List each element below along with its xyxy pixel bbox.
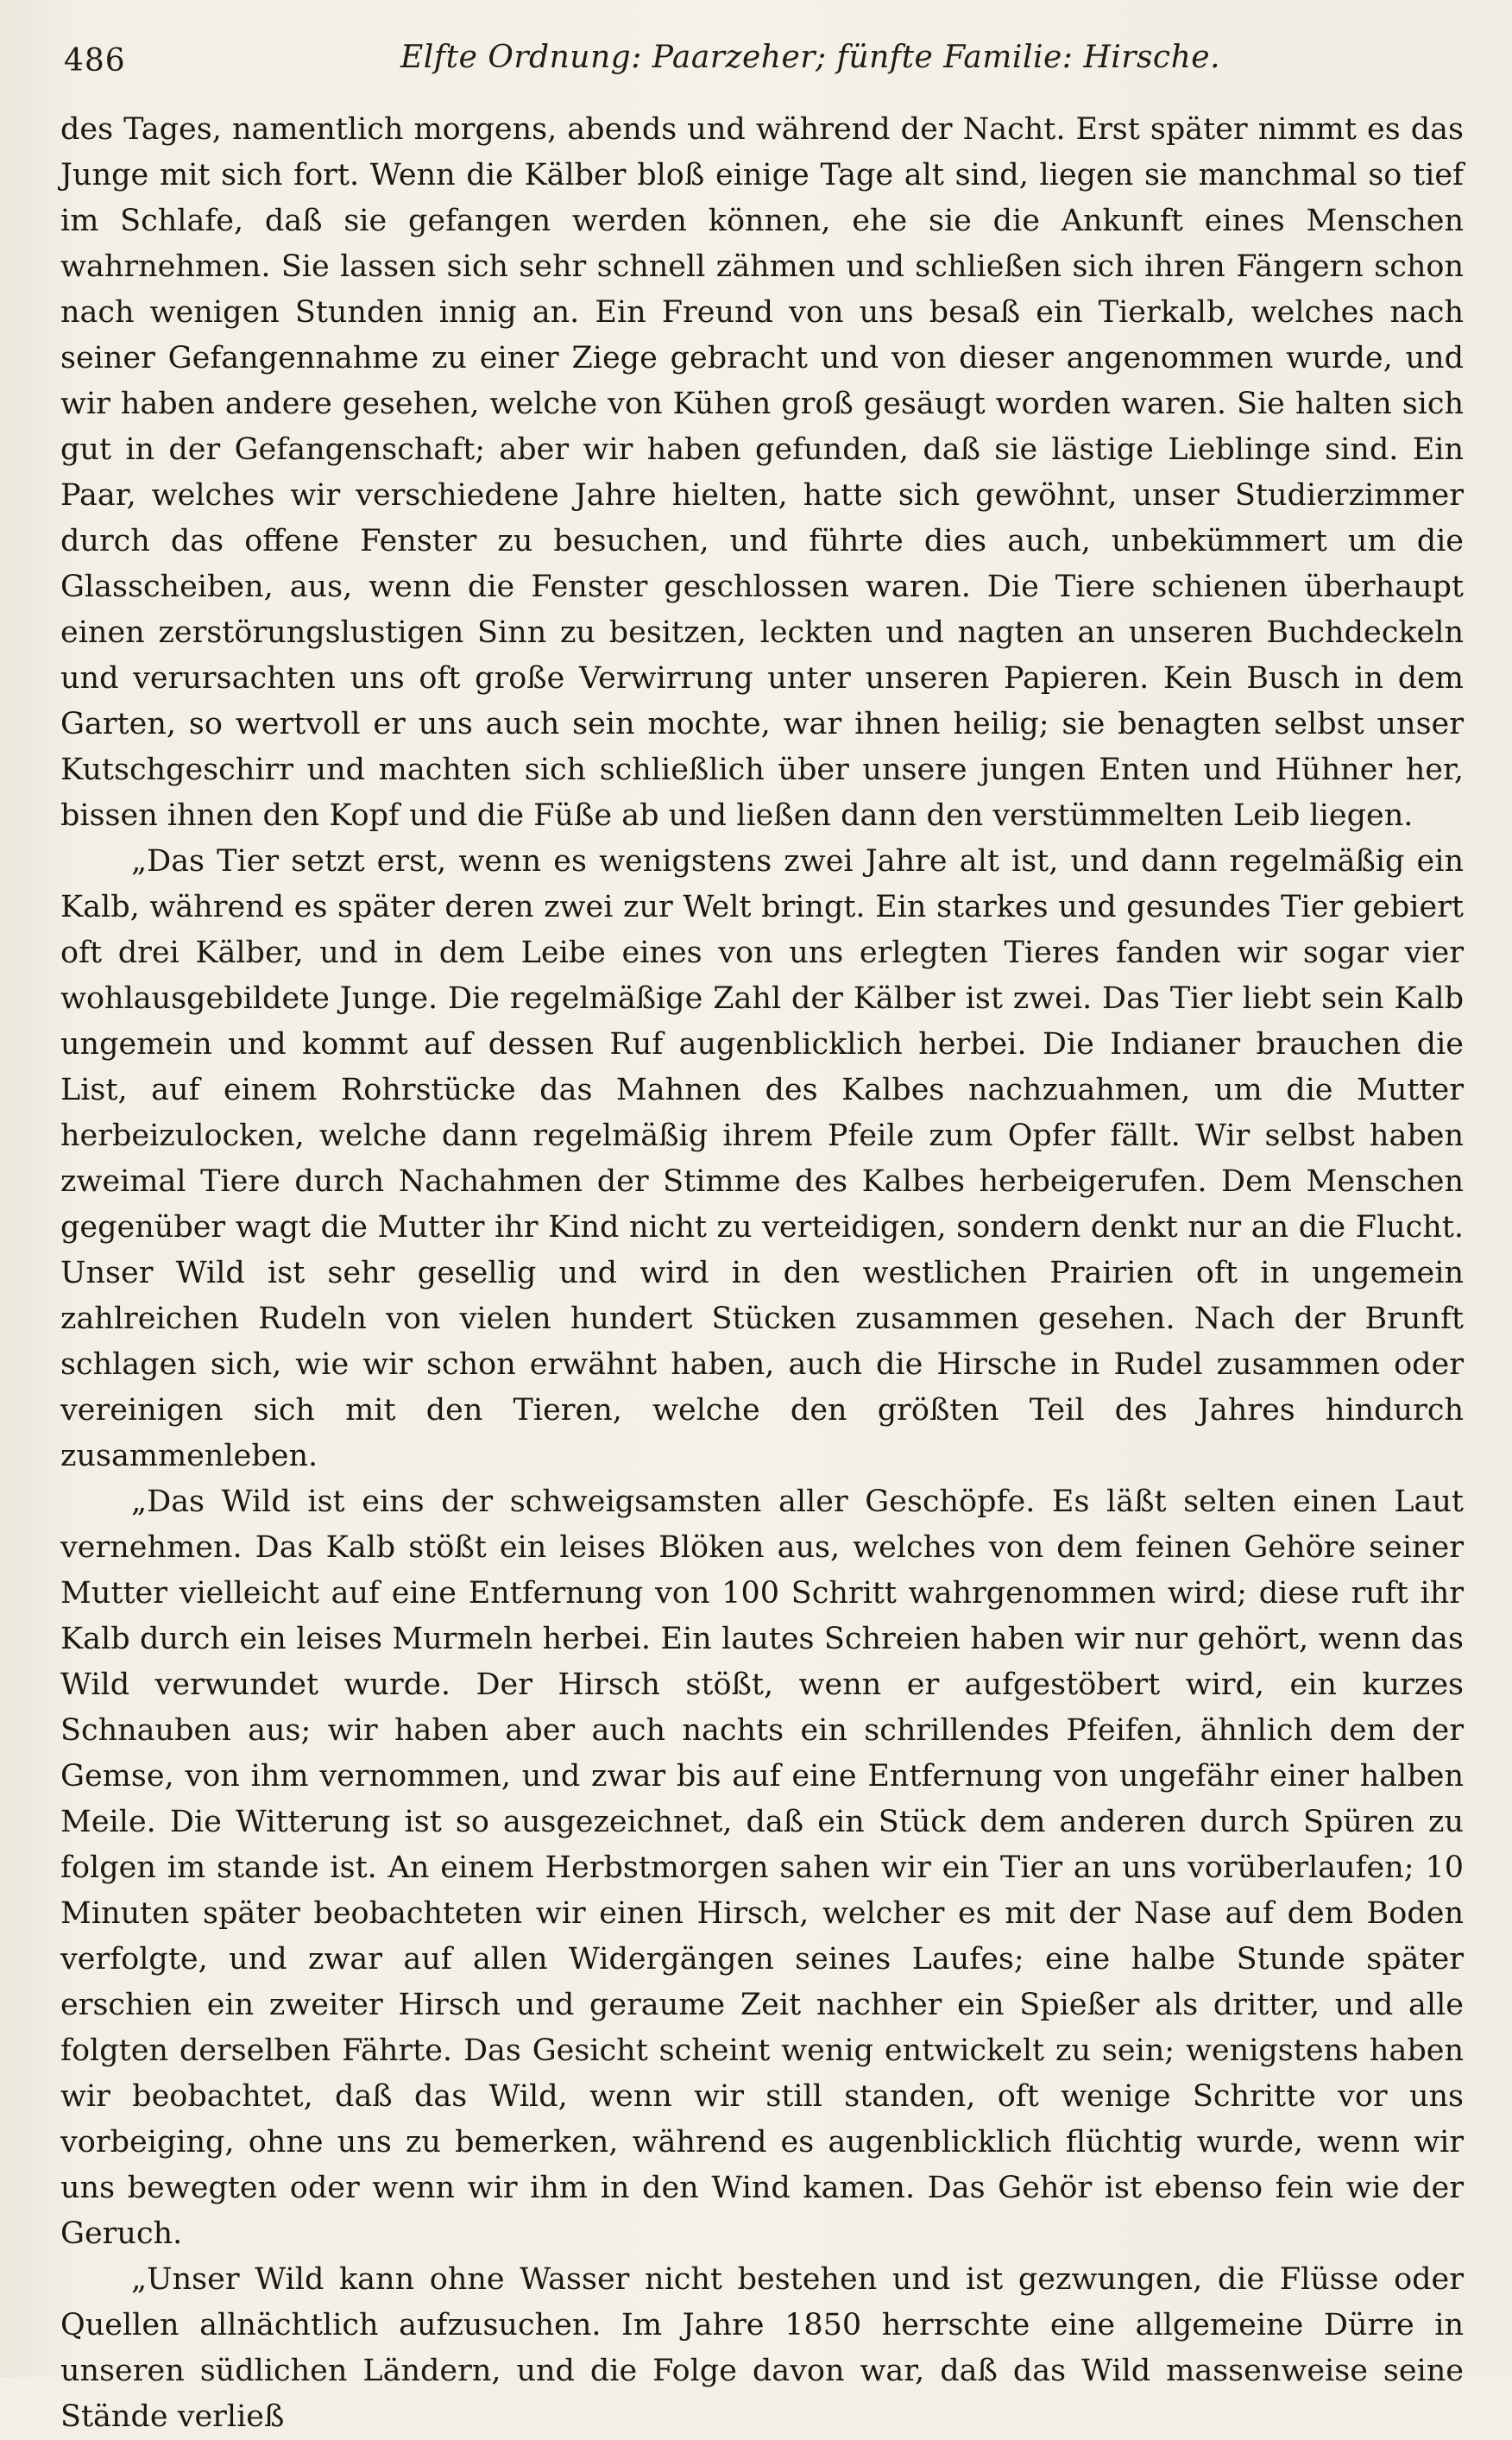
page-header [64,35,1462,95]
paragraph-water: „Unser Wild kann ohne Wasser nicht bestehen und ist gezwungen, die Flüsse oder Quellen allnächtlich aufzusuchen. Im Jahre 1850 herrschte eine allgemeine Dürre in unseren südlichen Ländern, und die Folge davon war, daß das Wild massenweise seine Stände verließ [60,2262,1464,2434]
page-number: 486 [64,43,126,79]
running-head: Elfte Ordnung: Paarzeher; fünfte Familie: Hirsche. [400,40,1221,75]
paragraph-voice-senses: „Das Wild ist eins der schweigsamsten aller Geschöpfe. Es läßt selten einen Laut vernehmen. Das Kalb stößt ein leises Blöken aus, welches von dem feinen Gehöre seiner Mutter vielleicht auf eine Entfernung von 100 Schritt wahrgenommen wird; diese ruft ihr Kalb durch ein leises Murmeln herbei. Ein lautes Schreien haben wir nur gehört, wenn das Wild verwundet wurde. Der Hirsch stößt, wenn er aufgestöbert wird, ein kurzes Schnauben aus; wir haben aber auch nachts ein schrillendes Pfeifen, ähnlich dem der Gemse, von ihm vernommen, und zwar bis auf eine Entfernung von ungefähr einer halben Meile. Die Witterung ist so ausgezeichnet, daß ein Stück dem anderen durch Spüren zu folgen im stande ist. An einem Herbstmorgen sahen wir ein Tier an uns vorüberlaufen; 10 Minuten später beobachteten wir einen Hirsch, welcher es mit der Nase auf dem Boden verfolgte, und zwar auf allen Widergängen seines Laufes; eine halbe Stunde später erschien ein zweiter Hirsch und geraume Zeit nachher ein Spießer als dritter, und alle folgten derselben Fährte. Das Gesicht scheint wenig entwickelt zu sein; wenigstens haben wir beobachtet, daß das Wild, wenn wir still standen, oft wenige Schritte vor uns vorbeiging, ohne uns zu bemerken, während es augenblicklich flüchtig wurde, wenn wir uns bewegten oder wenn wir ihm in den Wind kamen. Das Gehör ist ebenso fein wie der Geruch. [60,1485,1464,2251]
paragraph-reproduction: „Das Tier setzt erst, wenn es wenigstens zwei Jahre alt ist, und dann regelmäßig ein Kalb, während es später deren zwei zur Welt bringt. Ein starkes und gesundes Tier gebiert oft drei Kälber, und in dem Leibe eines von uns erlegten Tieres fanden wir sogar vier wohlausgebildete Junge. Die regelmäßige Zahl der Kälber ist zwei. Das Tier liebt sein Kalb ungemein und kommt auf dessen Ruf augenblicklich herbei. Die Indianer brauchen die List, auf einem Rohrstücke das Mahnen des Kalbes nachzuahmen, um die Mutter herbeizulocken, welche dann regelmäßig ihrem Pfeile zum Opfer fällt. Wir selbst haben zweimal Tiere durch Nachahmen der Stimme des Kalbes herbeigerufen. Dem Menschen gegenüber wagt die Mutter ihr Kind nicht zu verteidigen, sondern denkt nur an die Flucht. Unser Wild ist sehr gesellig und wird in den westlichen Prairien oft in ungemein zahlreichen Rudeln von vielen hundert Stücken zusammen gesehen. Nach der Brunft schlagen sich, wie wir schon erwähnt haben, auch die Hirsche in Rudel zusammen oder vereinigen sich mit den Tieren, welche den größten Teil des Jahres hindurch zusammenleben. [60,844,1464,1473]
paragraph-continuation: des Tages, namentlich morgens, abends und während der Nacht. Erst später nimmt es das Junge mit sich fort. Wenn die Kälber bloß einige Tage alt sind, liegen sie manchmal so tief im Schlafe, daß sie gefangen werden können, ehe sie die Ankunft eines Menschen wahrnehmen. Sie lassen sich sehr schnell zähmen und schließen sich ihren Fängern schon nach wenigen Stunden innig an. Ein Freund von uns besaß ein Tierkalb, welches nach seiner Gefangennahme zu einer Ziege gebracht und von dieser angenommen wurde, und wir haben andere gesehen, welche von Kühen groß gesäugt worden waren. Sie halten sich gut in der Gefangenschaft; aber wir haben gefunden, daß sie lästige Lieblinge sind. Ein Paar, welches wir verschiedene Jahre hielten, hatte sich gewöhnt, unser Studierzimmer durch das offene Fenster zu besuchen, und führte dies auch, unbekümmert um die Glasscheiben, aus, wenn die Fenster geschlossen waren. Die Tiere schienen überhaupt einen zerstörungslustigen Sinn zu besitzen, leckten und nagten an unseren Buchdeckeln und verursachten uns oft große Verwirrung unter unseren Papieren. Kein Busch in dem Garten, so wertvoll er uns auch sein mochte, war ihnen heilig; sie benagten selbst unser Kutschgeschirr und machten sich schließlich über unsere jungen Enten und Hühner her, bissen ihnen den Kopf und die Füße ab und ließen dann den verstümmelten Leib liegen. [60,112,1464,833]
body-text [60,107,1464,2434]
